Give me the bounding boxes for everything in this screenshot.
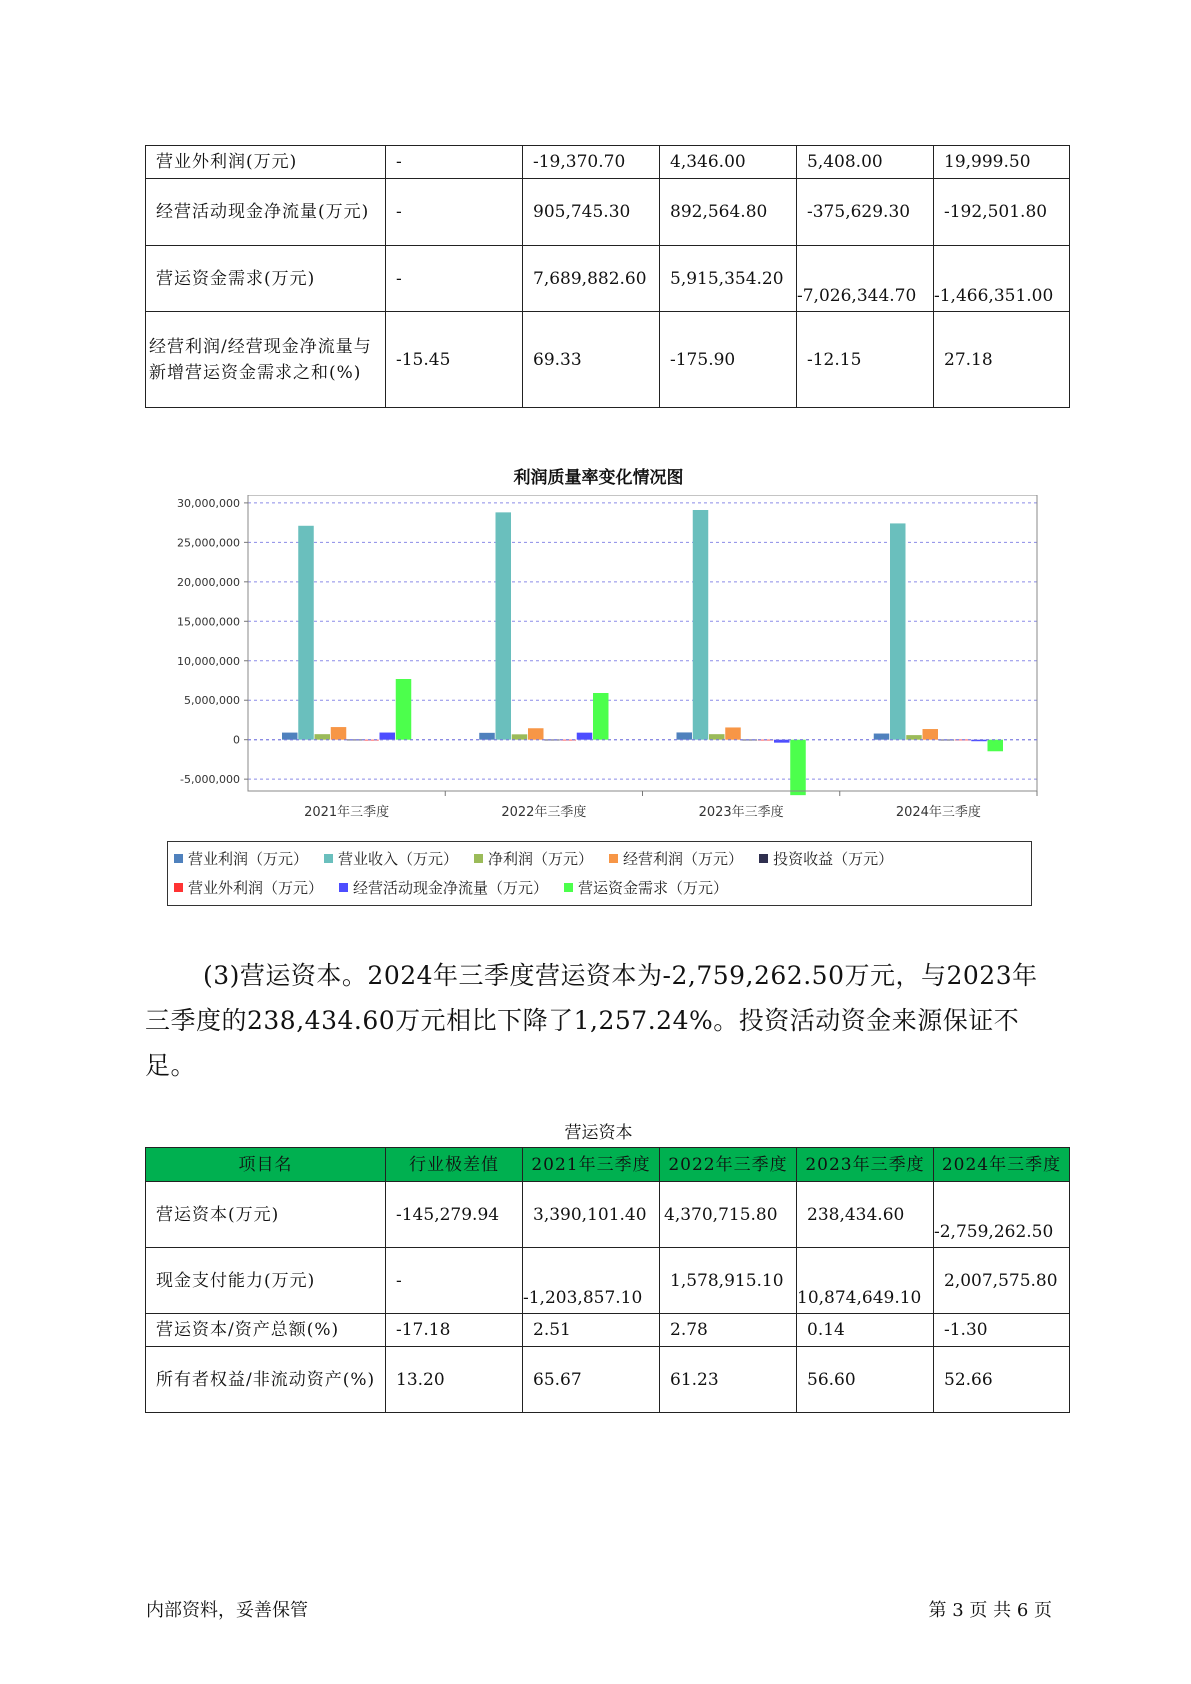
cell-2022: 1,578,915.10 xyxy=(660,1248,797,1314)
bar xyxy=(380,733,396,740)
legend-item xyxy=(474,848,593,869)
bar xyxy=(347,740,363,741)
table-row xyxy=(146,1248,1070,1314)
legend-row xyxy=(174,877,744,898)
cell-ref: - xyxy=(386,146,523,179)
bar xyxy=(282,733,298,740)
row-label: 营运资本(万元) xyxy=(146,1182,386,1248)
table-row xyxy=(146,1314,1070,1347)
header-cell: 2022年三季度 xyxy=(660,1148,797,1182)
legend-label: 营业收入（万元） xyxy=(338,850,459,868)
x-tick-label: 2023年三季度 xyxy=(698,805,784,820)
legend-swatch xyxy=(759,854,768,863)
bar xyxy=(496,512,512,739)
cell-ref: - xyxy=(386,179,523,246)
legend-label: 经营利润（万元） xyxy=(623,850,744,868)
bar xyxy=(906,735,922,740)
x-tick-label: 2021年三季度 xyxy=(304,805,390,820)
cell-ref: - xyxy=(386,1248,523,1314)
cell-ref: -15.45 xyxy=(386,312,523,408)
cell-2023: -375,629.30 xyxy=(797,179,934,246)
bar xyxy=(890,523,906,739)
cell-2024: 19,999.50 xyxy=(934,146,1070,179)
legend-swatch xyxy=(174,883,183,892)
cell-ref: -145,279.94 xyxy=(386,1182,523,1248)
bar xyxy=(725,727,741,739)
table-row xyxy=(146,246,1070,312)
table-row xyxy=(146,179,1070,246)
x-tick-label: 2024年三季度 xyxy=(895,805,981,820)
row-label: 经营活动现金净流量(万元) xyxy=(146,179,386,246)
legend-row xyxy=(174,848,909,869)
cell-2022: 5,915,354.20 xyxy=(660,246,797,312)
legend-item xyxy=(324,848,458,869)
bar xyxy=(677,732,693,739)
cell-2021: 3,390,101.40 xyxy=(523,1182,660,1248)
cell-2023: -7,026,344.70 xyxy=(797,246,934,312)
cell-2021: 2.51 xyxy=(523,1314,660,1347)
cell-ref: -17.18 xyxy=(386,1314,523,1347)
cell-2024: 2,007,575.80 xyxy=(934,1248,1070,1314)
bar-chart xyxy=(145,495,1045,835)
header-cell: 项目名 xyxy=(146,1148,386,1182)
legend-item xyxy=(174,877,323,898)
legend-item xyxy=(564,877,728,898)
y-tick-label: 30,000,000 xyxy=(177,496,240,510)
cell-ref: 13.20 xyxy=(386,1347,523,1413)
cell-2024: -1.30 xyxy=(934,1314,1070,1347)
legend-label: 经营活动现金净流量（万元） xyxy=(353,879,549,897)
bar xyxy=(396,679,412,740)
bar xyxy=(709,734,725,740)
header-cell: 2024年三季度 xyxy=(934,1148,1070,1182)
table-row xyxy=(146,1347,1070,1413)
bar xyxy=(593,693,609,740)
bar xyxy=(874,734,890,740)
cell-2023: -12.15 xyxy=(797,312,934,408)
cell-2024: -1,466,351.00 xyxy=(934,246,1070,312)
cell-2024: -192,501.80 xyxy=(934,179,1070,246)
bar xyxy=(315,734,331,740)
cell-2022: 4,346.00 xyxy=(660,146,797,179)
y-tick-label: 10,000,000 xyxy=(177,654,240,668)
legend-label: 营业利润（万元） xyxy=(188,850,309,868)
legend-label: 营运资金需求（万元） xyxy=(578,879,729,897)
bar xyxy=(528,728,544,739)
table-header-row xyxy=(146,1148,1070,1182)
chart-title: 利润质量率变化情况图 xyxy=(513,468,684,488)
legend-swatch xyxy=(339,883,348,892)
table-row xyxy=(146,1182,1070,1248)
cell-2024: 52.66 xyxy=(934,1347,1070,1413)
legend-label: 净利润（万元） xyxy=(488,850,594,868)
cell-2023: 5,408.00 xyxy=(797,146,934,179)
table-caption: 营运资本 xyxy=(564,1123,633,1143)
table-row xyxy=(146,146,1070,179)
chart-legend xyxy=(167,841,1032,906)
cell-2021: 905,745.30 xyxy=(523,179,660,246)
plot-frame xyxy=(248,495,1037,791)
legend-swatch xyxy=(474,854,483,863)
cell-2022: 892,564.80 xyxy=(660,179,797,246)
row-label: 营运资金需求(万元) xyxy=(146,246,386,312)
legend-swatch xyxy=(609,854,618,863)
cell-ref: - xyxy=(386,246,523,312)
bar xyxy=(479,733,495,740)
footer-confidential: 内部资料，妥善保管 xyxy=(146,1600,308,1621)
y-tick-label: 20,000,000 xyxy=(177,575,240,589)
cell-2023: 10,874,649.10 xyxy=(797,1248,934,1314)
bar xyxy=(790,740,806,795)
bar xyxy=(544,740,560,741)
row-label: 营运资本/资产总额(%) xyxy=(146,1314,386,1347)
cell-2021: -1,203,857.10 xyxy=(523,1248,660,1314)
legend-item xyxy=(609,848,743,869)
legend-swatch xyxy=(564,883,573,892)
cell-2022: 61.23 xyxy=(660,1347,797,1413)
legend-swatch xyxy=(174,854,183,863)
x-tick-label: 2022年三季度 xyxy=(501,805,587,820)
legend-item xyxy=(174,848,308,869)
cell-2022: -175.90 xyxy=(660,312,797,408)
cell-2022: 2.78 xyxy=(660,1314,797,1347)
legend-label: 营业外利润（万元） xyxy=(188,879,324,897)
bar xyxy=(988,740,1004,752)
cell-2023: 238,434.60 xyxy=(797,1182,934,1248)
bar xyxy=(693,510,709,740)
y-tick-label: 0 xyxy=(233,733,240,747)
cell-2021: 7,689,882.60 xyxy=(523,246,660,312)
footer-page-number: 第 3 页 共 6 页 xyxy=(928,1600,1052,1621)
y-tick-label: 5,000,000 xyxy=(184,694,240,708)
y-tick-label: 25,000,000 xyxy=(177,536,240,550)
working-capital-table xyxy=(145,1147,1070,1413)
legend-swatch xyxy=(324,854,333,863)
bar xyxy=(577,733,593,740)
bar xyxy=(512,734,528,739)
legend-item xyxy=(759,848,893,869)
profit-quality-table xyxy=(145,145,1070,408)
cell-2023: 56.60 xyxy=(797,1347,934,1413)
cell-2021: 65.67 xyxy=(523,1347,660,1413)
bar xyxy=(971,740,987,742)
bar xyxy=(923,729,939,740)
table-row xyxy=(146,312,1070,408)
y-tick-label: -5,000,000 xyxy=(180,773,240,787)
bar xyxy=(331,727,347,740)
cell-2024: 27.18 xyxy=(934,312,1070,408)
row-label: 所有者权益/非流动资产(%) xyxy=(146,1347,386,1413)
working-capital-paragraph: (3)营运资本。2024年三季度营运资本为-2,759,262.50万元，与2023年三季度的238,434.60万元相比下降了1,257.24%。投资活动资金来源保证不足。 xyxy=(145,961,1038,1080)
cell-2024: -2,759,262.50 xyxy=(934,1182,1070,1248)
header-cell: 2021年三季度 xyxy=(523,1148,660,1182)
header-cell: 行业极差值 xyxy=(386,1148,523,1182)
legend-item xyxy=(339,877,548,898)
row-label: 营业外利润(万元) xyxy=(146,146,386,179)
cell-2021: 69.33 xyxy=(523,312,660,408)
cell-2022: 4,370,715.80 xyxy=(660,1182,797,1248)
cell-2021: -19,370.70 xyxy=(523,146,660,179)
cell-2023: 0.14 xyxy=(797,1314,934,1347)
bar xyxy=(298,526,314,740)
y-tick-label: 15,000,000 xyxy=(177,615,240,629)
row-label: 经营利润/经营现金净流量与新增营运资金需求之和(%) xyxy=(146,312,386,408)
legend-label: 投资收益（万元） xyxy=(773,850,894,868)
row-label: 现金支付能力(万元) xyxy=(146,1248,386,1314)
header-cell: 2023年三季度 xyxy=(797,1148,934,1182)
chart-bars xyxy=(282,510,1003,795)
